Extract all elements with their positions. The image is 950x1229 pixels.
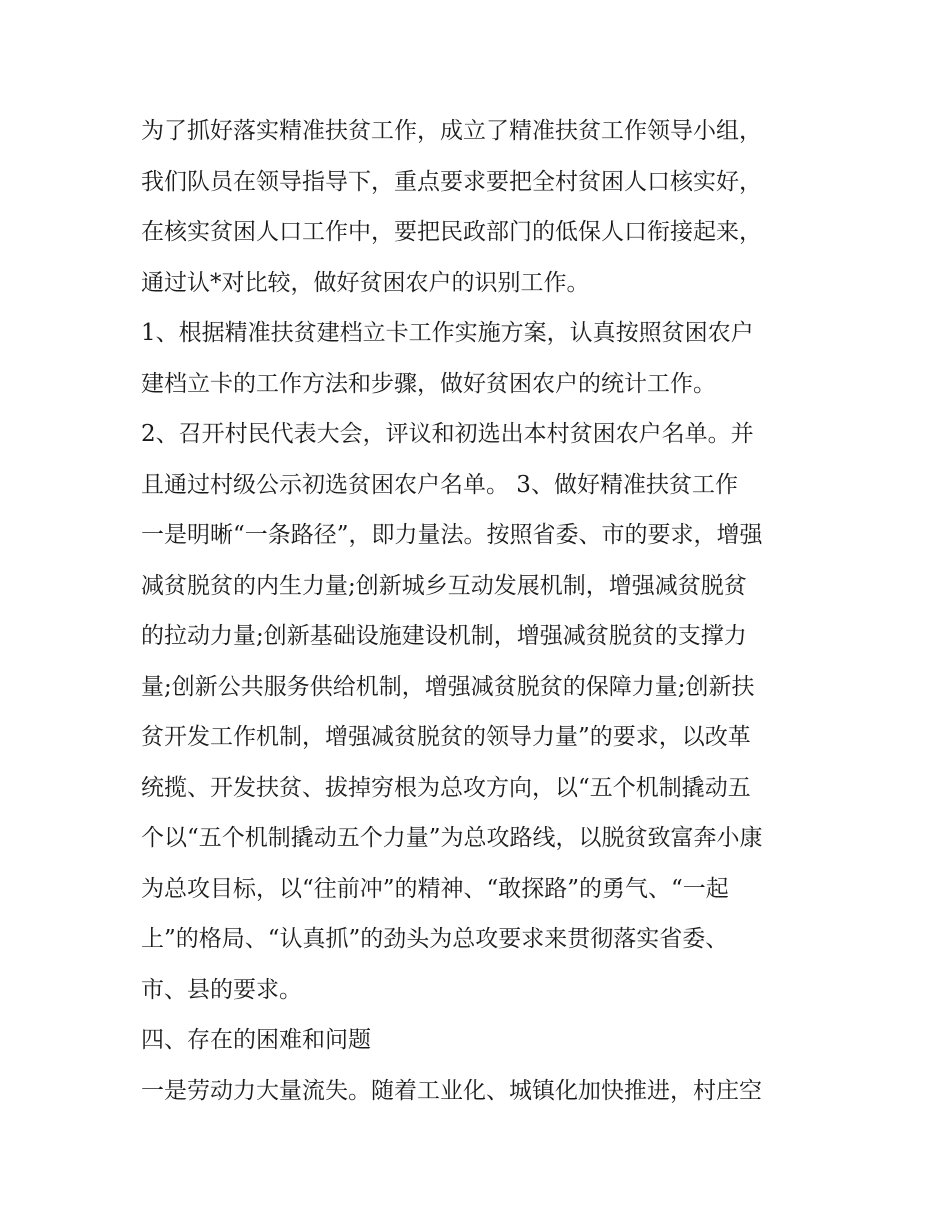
text-line-8: 且通过村级公示初选贫困农户名单。 3、做好精准扶贫工作 <box>141 471 738 498</box>
text-line-18: 市、县的要求。 <box>141 976 302 1003</box>
text-line-6: 建档立卡的工作方法和步骤，做好贫困农户的统计工作。 <box>141 370 716 397</box>
text-line-17: 上”的格局、“认真抓”的劲头为总攻要求来贯彻落实省委、 <box>141 926 729 952</box>
text-line-5: 1、根据精准扶贫建档立卡工作实施方案，认真按照贫困农户 <box>141 320 754 346</box>
text-line-4: 通过认*对比较，做好贫困农户的识别工作。 <box>141 269 590 296</box>
body-text <box>141 106 821 1116</box>
text-line-13: 贫开发工作机制，增强减贫脱贫的领导力量”的要求，以改革 <box>141 724 751 750</box>
text-line-14: 统揽、开发扶贫、拔掉穷根为总攻方向，以“五个机制撬动五 <box>141 774 751 801</box>
text-line-10: 减贫脱贫的内生力量;创新城乡互动发展机制，增强减贫脱贫 <box>141 572 747 599</box>
text-line-2: 我们队员在领导指导下，重点要求要把全村贫困人口核实好， <box>141 168 762 195</box>
text-line-3: 在核实贫困人口工作中，要把民政部门的低保人口衔接起来， <box>141 219 762 245</box>
text-line-9: 一是明晰“一条路径”，即力量法。按照省委、市的要求，增强 <box>141 522 763 548</box>
text-line-16: 为总攻目标，以“往前冲”的精神、“敢探路”的勇气、“一起 <box>141 875 729 902</box>
text-line-12: 量;创新公共服务供给机制，增强减贫脱贫的保障力量;创新扶 <box>141 673 755 700</box>
text-line-7: 2、召开村民代表大会，评议和初选出本村贫困农户名单。并 <box>141 421 754 447</box>
text-line-20: 一是劳动力大量流失。随着工业化、城镇化加快推进，村庄空 <box>141 1077 762 1104</box>
section-heading: 四、存在的困难和问题 <box>141 1027 371 1053</box>
text-line-15: 个以“五个机制撬动五个力量”为总攻路线，以脱贫致富奔小康 <box>141 825 763 851</box>
text-line-11: 的拉动力量;创新基础设施建设机制，增强减贫脱贫的支撑力 <box>141 623 747 649</box>
text-line-1: 为了抓好落实精准扶贫工作，成立了精准扶贫工作领导小组， <box>141 118 762 144</box>
